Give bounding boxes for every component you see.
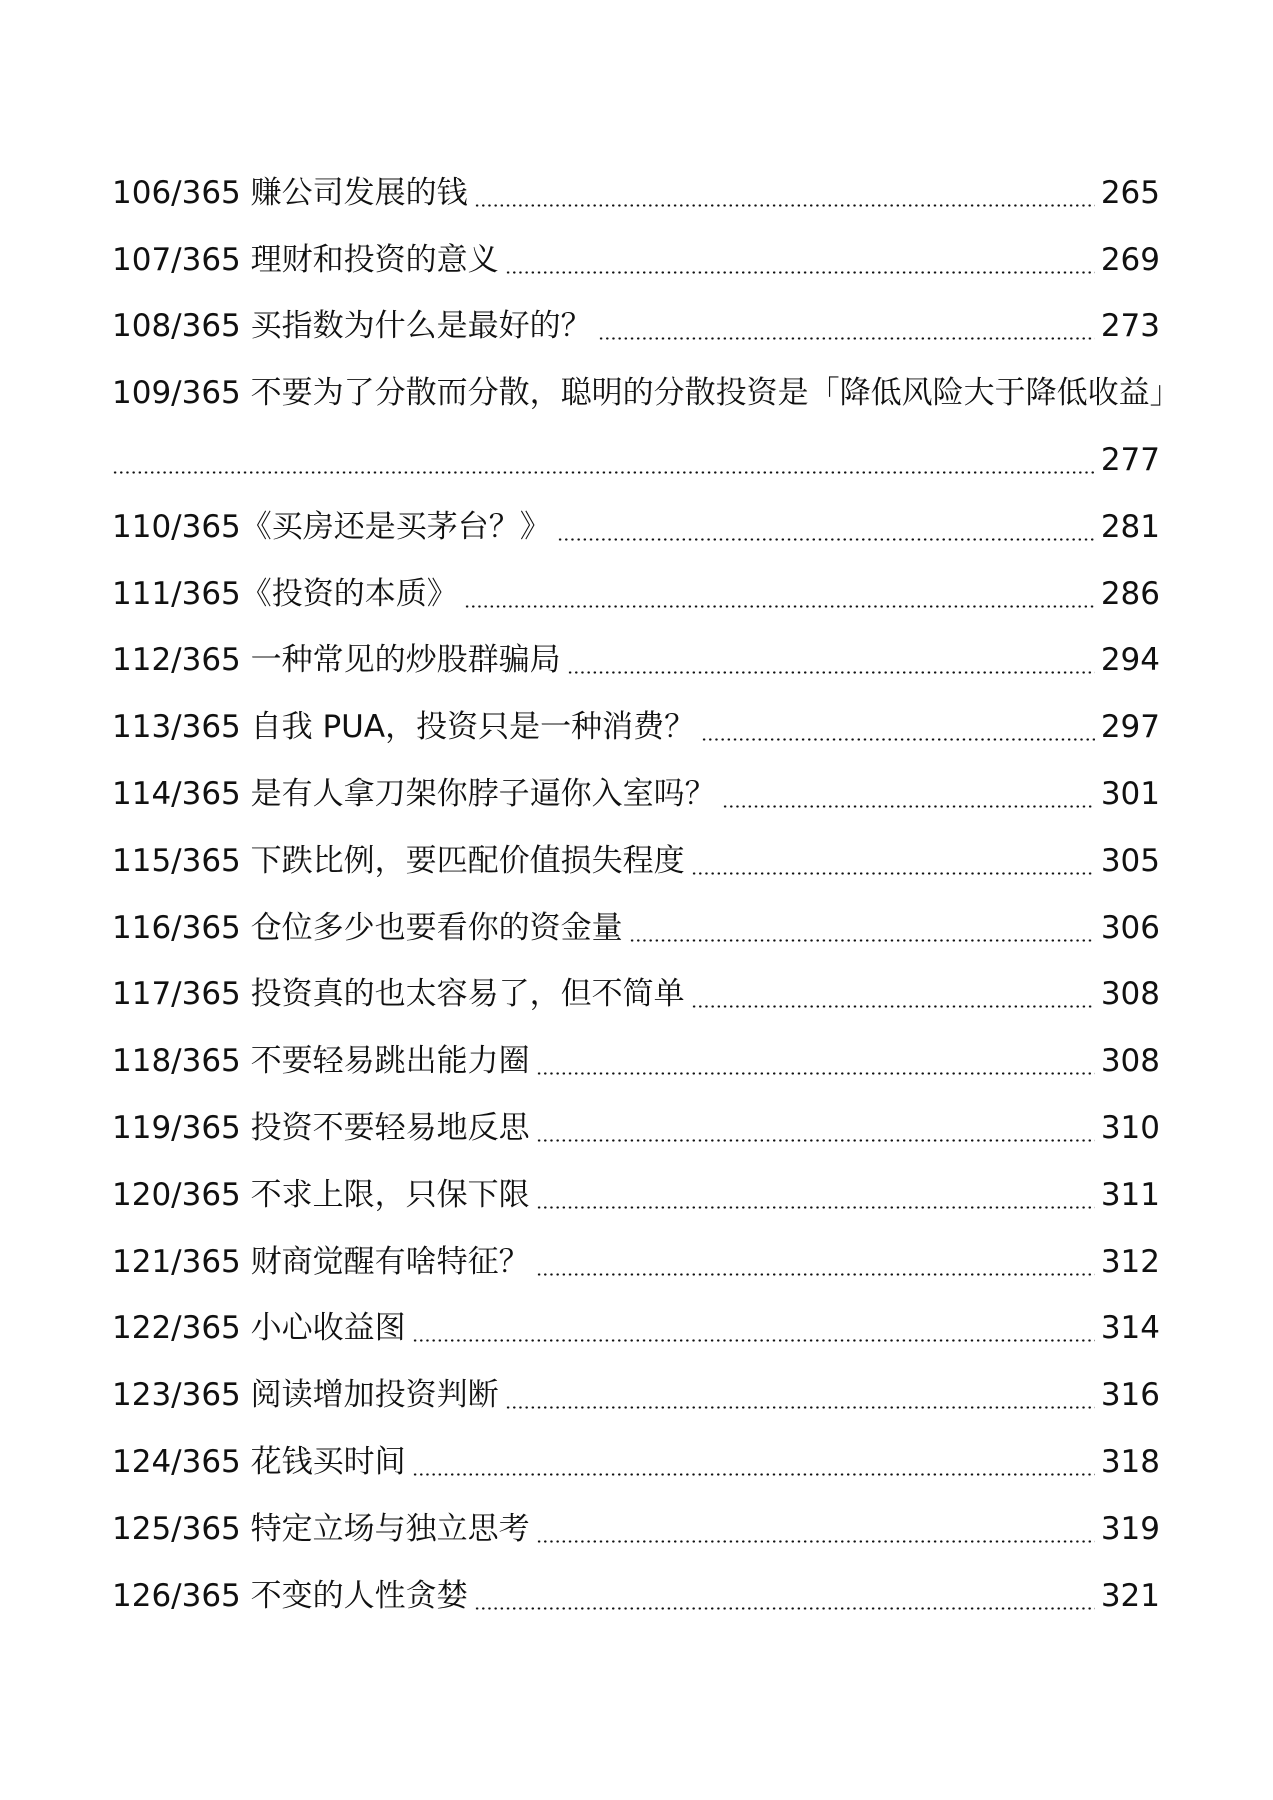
toc-entry-page: 321 bbox=[1100, 1577, 1160, 1614]
toc-entry[interactable] bbox=[112, 1095, 1160, 1162]
dot-leader bbox=[505, 1406, 1095, 1409]
dot-leader bbox=[474, 1607, 1095, 1610]
toc-entry-page: 314 bbox=[1100, 1310, 1160, 1347]
toc-entry-page: 319 bbox=[1100, 1510, 1160, 1547]
dot-leader bbox=[412, 1473, 1095, 1476]
toc-entry[interactable] bbox=[112, 561, 1160, 628]
toc-entry-page: 301 bbox=[1100, 776, 1160, 813]
toc-entry[interactable] bbox=[112, 761, 1160, 828]
toc-entry[interactable] bbox=[112, 294, 1160, 361]
toc-entry-page: 294 bbox=[1100, 642, 1160, 679]
dot-leader bbox=[691, 1005, 1095, 1008]
toc-entry-page: 269 bbox=[1100, 241, 1160, 278]
toc-entry[interactable] bbox=[112, 694, 1160, 761]
dot-leader bbox=[464, 605, 1095, 608]
dot-leader bbox=[691, 872, 1095, 875]
toc-entry-title: 111/365《投资的本质》 bbox=[112, 575, 458, 612]
toc-entry-title: 122/365 小心收益图 bbox=[112, 1310, 406, 1347]
toc-entry-title: 110/365《买房还是买茅台？》 bbox=[112, 508, 551, 545]
dot-leader bbox=[701, 738, 1095, 741]
toc-entry-title: 118/365 不要轻易跳出能力圈 bbox=[112, 1043, 530, 1080]
toc-entry-page: 286 bbox=[1100, 575, 1160, 612]
toc-entry-title: 112/365 一种常见的炒股群骗局 bbox=[112, 642, 561, 679]
toc-entry-page: 311 bbox=[1100, 1176, 1160, 1213]
toc-entry-title: 121/365 财商觉醒有啥特征？ bbox=[112, 1243, 530, 1280]
toc-entry-page: 308 bbox=[1100, 1043, 1160, 1080]
toc-entry-page: 281 bbox=[1100, 508, 1160, 545]
toc-entry-page: 297 bbox=[1100, 709, 1160, 746]
toc-entry-page: 273 bbox=[1100, 308, 1160, 345]
dot-leader bbox=[567, 671, 1095, 674]
dot-leader bbox=[536, 1206, 1095, 1209]
toc-entry-title: 114/365 是有人拿刀架你脖子逼你入室吗？ bbox=[112, 776, 716, 813]
toc-entry-title: 124/365 花钱买时间 bbox=[112, 1444, 406, 1481]
dot-leader bbox=[598, 337, 1095, 340]
dot-leader bbox=[474, 204, 1095, 207]
toc-entry-title: 125/365 特定立场与独立思考 bbox=[112, 1510, 530, 1547]
toc-entry-title: 126/365 不变的人性贪婪 bbox=[112, 1577, 468, 1614]
toc-entry[interactable] bbox=[112, 1429, 1160, 1496]
toc-entry-page: 312 bbox=[1100, 1243, 1160, 1280]
toc-entry[interactable] bbox=[112, 962, 1160, 1029]
toc-entry[interactable] bbox=[112, 227, 1160, 294]
toc-entry-page: 305 bbox=[1100, 842, 1160, 879]
toc-entry[interactable] bbox=[112, 360, 1181, 427]
toc-entry[interactable] bbox=[112, 160, 1160, 227]
toc-entry-page: 308 bbox=[1100, 976, 1160, 1013]
toc-entry[interactable] bbox=[112, 1229, 1160, 1296]
toc-entry-title: 106/365 赚公司发展的钱 bbox=[112, 174, 468, 211]
toc-entry[interactable] bbox=[112, 895, 1160, 962]
toc-entry-title: 109/365 不要为了分散而分散，聪明的分散投资是「降低风险大于降低收益」 bbox=[112, 375, 1181, 412]
dot-leader bbox=[536, 1273, 1095, 1276]
toc-entry-page: 265 bbox=[1100, 174, 1160, 211]
dot-leader bbox=[536, 1072, 1095, 1075]
toc-entry-title: 123/365 阅读增加投资判断 bbox=[112, 1377, 499, 1414]
dot-leader bbox=[505, 271, 1095, 274]
toc-entry-title: 117/365 投资真的也太容易了，但不简单 bbox=[112, 976, 685, 1013]
dot-leader bbox=[557, 538, 1095, 541]
toc-entry-page: 277 bbox=[1100, 442, 1160, 479]
dot-leader bbox=[536, 1540, 1095, 1543]
toc-entry-page: 310 bbox=[1100, 1110, 1160, 1147]
toc-entry-title: 116/365 仓位多少也要看你的资金量 bbox=[112, 909, 623, 946]
toc-entry[interactable] bbox=[112, 494, 1160, 561]
toc-entry-title: 120/365 不求上限，只保下限 bbox=[112, 1176, 530, 1213]
dot-leader bbox=[412, 1339, 1095, 1342]
toc-entry[interactable] bbox=[112, 1563, 1160, 1630]
toc-entry[interactable] bbox=[112, 1028, 1160, 1095]
toc-entry-page: 318 bbox=[1100, 1444, 1160, 1481]
dot-leader bbox=[112, 471, 1095, 474]
toc-entry[interactable] bbox=[112, 1296, 1160, 1363]
toc-entry-page: 306 bbox=[1100, 909, 1160, 946]
toc-entry[interactable] bbox=[112, 1162, 1160, 1229]
toc-entry-title: 115/365 下跌比例，要匹配价值损失程度 bbox=[112, 842, 685, 879]
toc-entry-continuation[interactable] bbox=[112, 427, 1160, 494]
toc-entry-title: 107/365 理财和投资的意义 bbox=[112, 241, 499, 278]
toc-entry[interactable] bbox=[112, 1496, 1160, 1563]
toc-entry-title: 108/365 买指数为什么是最好的？ bbox=[112, 308, 592, 345]
toc-entry[interactable] bbox=[112, 828, 1160, 895]
table-of-contents bbox=[112, 160, 1181, 1630]
toc-entry-title: 119/365 投资不要轻易地反思 bbox=[112, 1110, 530, 1147]
toc-entry[interactable] bbox=[112, 1362, 1160, 1429]
dot-leader bbox=[536, 1139, 1095, 1142]
dot-leader bbox=[629, 939, 1095, 942]
toc-entry-title: 113/365 自我 PUA，投资只是一种消费？ bbox=[112, 709, 696, 746]
toc-entry-page: 316 bbox=[1100, 1377, 1160, 1414]
dot-leader bbox=[722, 805, 1095, 808]
toc-entry[interactable] bbox=[112, 628, 1160, 695]
